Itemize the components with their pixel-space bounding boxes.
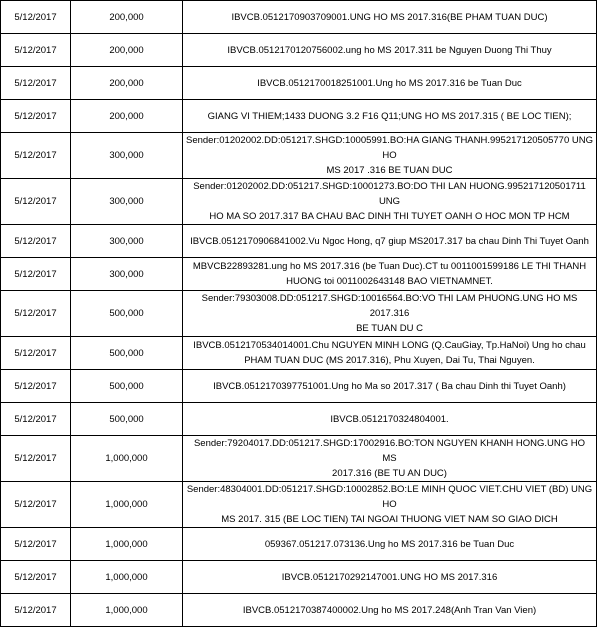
description-line: MS 2017. 315 (BE LOC TIEN) TAI NGOAI THUONG VIET NAM SO GIAO DICH <box>221 514 558 525</box>
description-line: MBVCB22893281.ung ho MS 2017.316 (be Tuan Duc).CT tu 0011001599186 LE THI THANH <box>192 261 587 272</box>
description-cell[interactable] <box>183 67 597 100</box>
date-cell[interactable]: 5/12/2017 <box>1 561 71 594</box>
table-row <box>1 528 597 561</box>
table-row <box>1 337 597 370</box>
description-line: GIANG VI THIEM;1433 DUONG 3.2 F16 Q11;UNG HO MS 2017.315 ( BE LOC TIEN); <box>207 110 572 122</box>
amount-cell[interactable]: 500,000 <box>71 403 183 436</box>
description-line: IBVCB.0512170018251001.Ung ho MS 2017.316 be Tuan Duc <box>257 77 522 89</box>
date-cell[interactable]: 5/12/2017 <box>1 482 71 528</box>
description-line: HO MA SO 2017.317 BA CHAU BAC DINH THI TUYET OANH O HOC MON TP HCM <box>209 211 570 222</box>
description-cell[interactable] <box>183 482 597 528</box>
amount-cell[interactable]: 200,000 <box>71 34 183 67</box>
table-row <box>1 258 597 291</box>
description-cell[interactable] <box>183 1 597 34</box>
description-cell[interactable] <box>183 403 597 436</box>
description-line: Sender:79204017.DD:051217.SHGD:17002916.BO:TON NGUYEN KHANH HONG.UNG HO MS <box>193 438 586 464</box>
description-line: 059367.051217.073136.Ung ho MS 2017.316 be Tuan Duc <box>264 538 515 550</box>
description-cell[interactable] <box>183 561 597 594</box>
table-row <box>1 561 597 594</box>
date-cell[interactable]: 5/12/2017 <box>1 133 71 179</box>
date-cell[interactable]: 5/12/2017 <box>1 1 71 34</box>
description-line: IBVCB.0512170292147001.UNG HO MS 2017.316 <box>281 571 498 583</box>
description-cell[interactable] <box>183 100 597 133</box>
description-cell[interactable] <box>183 133 597 179</box>
table-row <box>1 133 597 179</box>
amount-cell[interactable]: 200,000 <box>71 67 183 100</box>
description-cell[interactable] <box>183 337 597 370</box>
table-row <box>1 225 597 258</box>
amount-cell[interactable]: 1,000,000 <box>71 561 183 594</box>
description-line: IBVCB.0512170324804001. <box>330 413 449 425</box>
description-line: IBVCB.0512170387400002.Ung ho MS 2017.248(Anh Tran Van Vien) <box>242 604 537 616</box>
description-cell[interactable] <box>183 291 597 337</box>
table-row <box>1 100 597 133</box>
description-cell[interactable] <box>183 528 597 561</box>
date-cell[interactable]: 5/12/2017 <box>1 179 71 225</box>
description-cell[interactable] <box>183 594 597 627</box>
amount-cell[interactable]: 1,000,000 <box>71 482 183 528</box>
description-cell[interactable] <box>183 34 597 67</box>
table-row <box>1 34 597 67</box>
table-row <box>1 436 597 482</box>
date-cell[interactable]: 5/12/2017 <box>1 34 71 67</box>
date-cell[interactable]: 5/12/2017 <box>1 337 71 370</box>
description-cell[interactable] <box>183 436 597 482</box>
description-line: IBVCB.0512170397751001.Ung ho Ma so 2017.317 ( Ba chau Dinh thi Tuyet Oanh) <box>213 380 566 392</box>
table-row <box>1 370 597 403</box>
description-line: BE TUAN DU C <box>356 323 423 334</box>
date-cell[interactable]: 5/12/2017 <box>1 436 71 482</box>
amount-cell[interactable]: 300,000 <box>71 133 183 179</box>
description-line: HUONG toi 0011002643148 BAO VIETNAMNET. <box>286 276 493 287</box>
amount-cell[interactable]: 1,000,000 <box>71 436 183 482</box>
table-body <box>1 1 597 627</box>
amount-cell[interactable]: 200,000 <box>71 1 183 34</box>
amount-cell[interactable]: 300,000 <box>71 258 183 291</box>
description-line: PHAM TUAN DUC (MS 2017.316), Phu Xuyen, Dai Tu, Thai Nguyen. <box>244 355 535 366</box>
date-cell[interactable]: 5/12/2017 <box>1 370 71 403</box>
description-line: IBVCB.0512170534014001.Chu NGUYEN MINH LONG (Q.CauGiay, Tp.HaNoi) Ung ho chau <box>193 340 586 351</box>
table-row <box>1 403 597 436</box>
description-line: Sender:79303008.DD:051217.SHGD:10016564.BO:VO THI LAM PHUONG.UNG HO MS 2017.316 <box>201 293 578 319</box>
amount-cell[interactable]: 1,000,000 <box>71 594 183 627</box>
amount-cell[interactable]: 300,000 <box>71 225 183 258</box>
description-cell[interactable] <box>183 225 597 258</box>
date-cell[interactable]: 5/12/2017 <box>1 528 71 561</box>
date-cell[interactable]: 5/12/2017 <box>1 67 71 100</box>
description-cell[interactable] <box>183 258 597 291</box>
table-row <box>1 482 597 528</box>
amount-cell[interactable]: 200,000 <box>71 100 183 133</box>
amount-cell[interactable]: 500,000 <box>71 370 183 403</box>
description-line: Sender:01202002.DD:051217.SHGD:10005991.BO:HA GIANG THANH.995217120505770 UNG HO <box>186 135 593 161</box>
amount-cell[interactable]: 500,000 <box>71 291 183 337</box>
amount-cell[interactable]: 500,000 <box>71 337 183 370</box>
description-line: Sender:48304001.DD:051217.SHGD:10002852.BO:LE MINH QUOC VIET.CHU VIET (BD) UNG HO <box>186 484 593 510</box>
description-line: Sender:01202002.DD:051217.SHGD:10001273.BO:DO THI LAN HUONG.995217120501711 UNG <box>193 181 586 207</box>
description-line: MS 2017 .316 BE TUAN DUC <box>326 165 453 176</box>
description-line: 2017.316 (BE TU AN DUC) <box>332 468 447 479</box>
date-cell[interactable]: 5/12/2017 <box>1 291 71 337</box>
table-row <box>1 67 597 100</box>
date-cell[interactable]: 5/12/2017 <box>1 403 71 436</box>
description-cell[interactable] <box>183 370 597 403</box>
date-cell[interactable]: 5/12/2017 <box>1 594 71 627</box>
amount-cell[interactable]: 1,000,000 <box>71 528 183 561</box>
description-line: IBVCB.0512170120756002.ung ho MS 2017.311 be Nguyen Duong Thi Thuy <box>227 44 552 56</box>
table-row <box>1 1 597 34</box>
table-row <box>1 594 597 627</box>
table-row <box>1 291 597 337</box>
date-cell[interactable]: 5/12/2017 <box>1 100 71 133</box>
date-cell[interactable]: 5/12/2017 <box>1 225 71 258</box>
description-cell[interactable] <box>183 179 597 225</box>
description-line: IBVCB.0512170906841002.Vu Ngoc Hong, q7 giup MS2017.317 ba chau Dinh Thi Tuyet Oanh <box>190 235 589 247</box>
date-cell[interactable]: 5/12/2017 <box>1 258 71 291</box>
description-line: IBVCB.0512170903709001.UNG HO MS 2017.316(BE PHAM TUAN DUC) <box>231 11 548 23</box>
amount-cell[interactable]: 300,000 <box>71 179 183 225</box>
table-row <box>1 179 597 225</box>
